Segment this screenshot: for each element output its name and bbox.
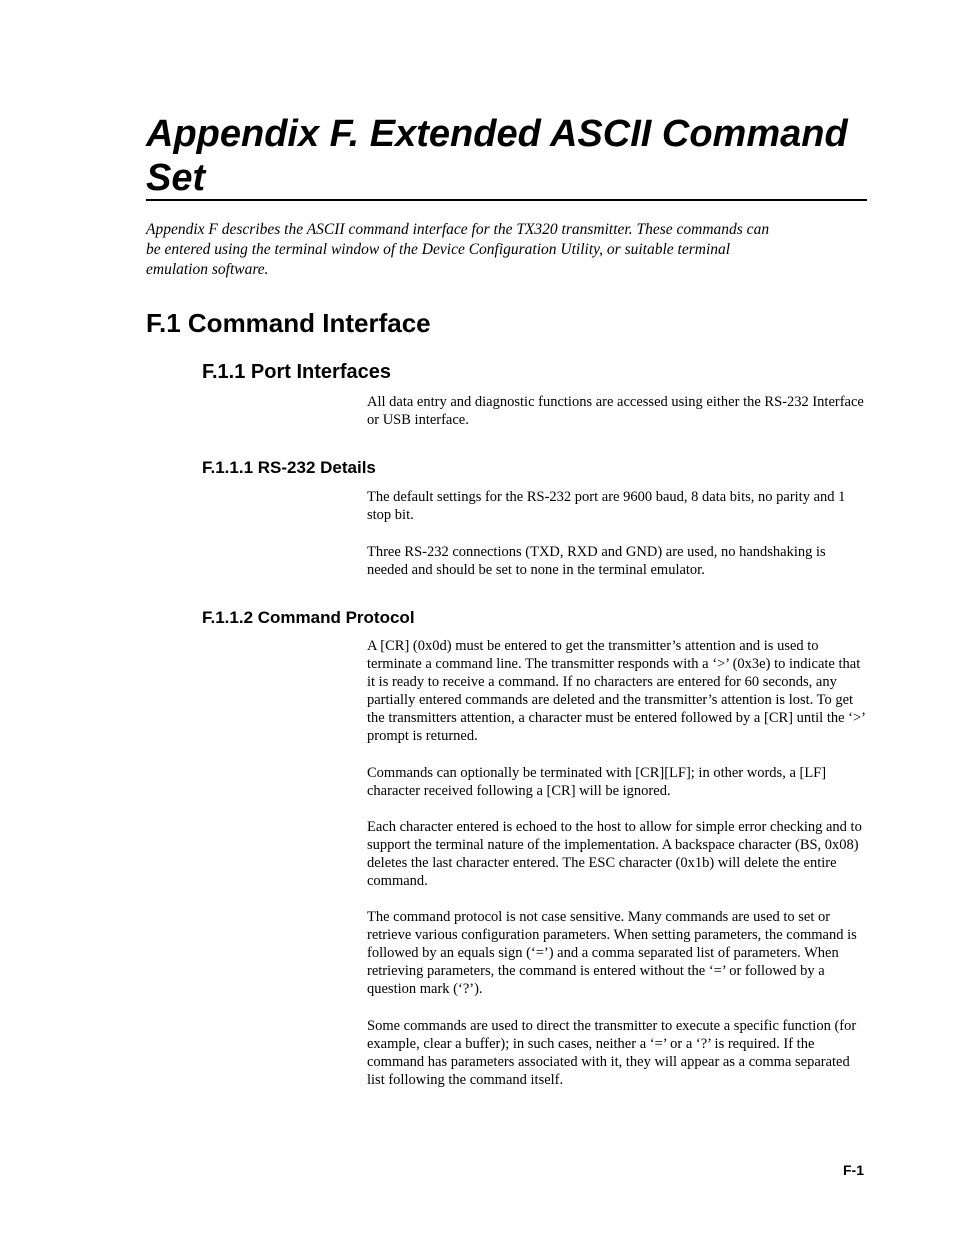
intro-paragraph: Appendix F describes the ASCII command interface for the TX320 transmitter. These commands can be entered using the terminal window of the Device Configuration Utility, or suitable terminal emulation software. (146, 221, 770, 278)
body-paragraph: The command protocol is not case sensitive. Many commands are used to set or retrieve various configuration parameters. When setting parameters, the command is followed by an equals sign (‘=’) and a comma separated list of parameters. When retrieving parameters, the command is entered without the ‘=’ or followed by a question mark (‘?’). (367, 909, 857, 997)
chapter-title-line-2: Set (146, 157, 206, 199)
section-heading-f1-1: F.1.1 Port Interfaces (202, 361, 391, 383)
body-paragraph: The default settings for the RS-232 port are 9600 baud, 8 data bits, no parity and 1 stop bit. (367, 489, 846, 523)
section-heading-f1-1-2: F.1.1.2 Command Protocol (202, 608, 415, 627)
body-paragraph: Each character entered is echoed to the host to allow for simple error checking and to support the terminal nature of the implementation. A backspace character (BS, 0x08) deletes the last character entered. The ESC character (0x1b) will delete the entire command. (367, 819, 862, 889)
chapter-title-line-1: Appendix F. Extended ASCII Command (146, 113, 848, 155)
body-paragraph: A [CR] (0x0d) must be entered to get the transmitter’s attention and is used to terminate a command line. The transmitter responds with a ‘>’ (0x3e) to indicate that it is ready to receive a command. If no characters are entered for 60 seconds, any partially entered commands are deleted and the transmitter’s attention is lost. To get the transmitters attention, a character must be entered followed by a [CR] until the ‘>’ prompt is returned. (367, 638, 865, 744)
chapter-title (146, 112, 866, 200)
title-divider (146, 199, 867, 201)
body-paragraph: Three RS-232 connections (TXD, RXD and GND) are used, no handshaking is needed and should be set to none in the terminal emulator. (367, 544, 826, 578)
body-paragraph: All data entry and diagnostic functions are accessed using either the RS-232 Interface or USB interface. (367, 394, 864, 428)
section-heading-f1-1-1: F.1.1.1 RS-232 Details (202, 458, 376, 477)
section-heading-f1: F.1 Command Interface (146, 308, 431, 338)
body-paragraph: Commands can optionally be terminated with [CR][LF]; in other words, a [LF] character received following a [CR] will be ignored. (367, 765, 827, 799)
page-number: F-1 (843, 1162, 864, 1178)
body-paragraph: Some commands are used to direct the transmitter to execute a specific function (for example, clear a buffer); in such cases, neither a ‘=’ or a ‘?’ is required. If the command has parameters associated with it, they will appear as a comma separated list following the command itself. (367, 1018, 857, 1088)
